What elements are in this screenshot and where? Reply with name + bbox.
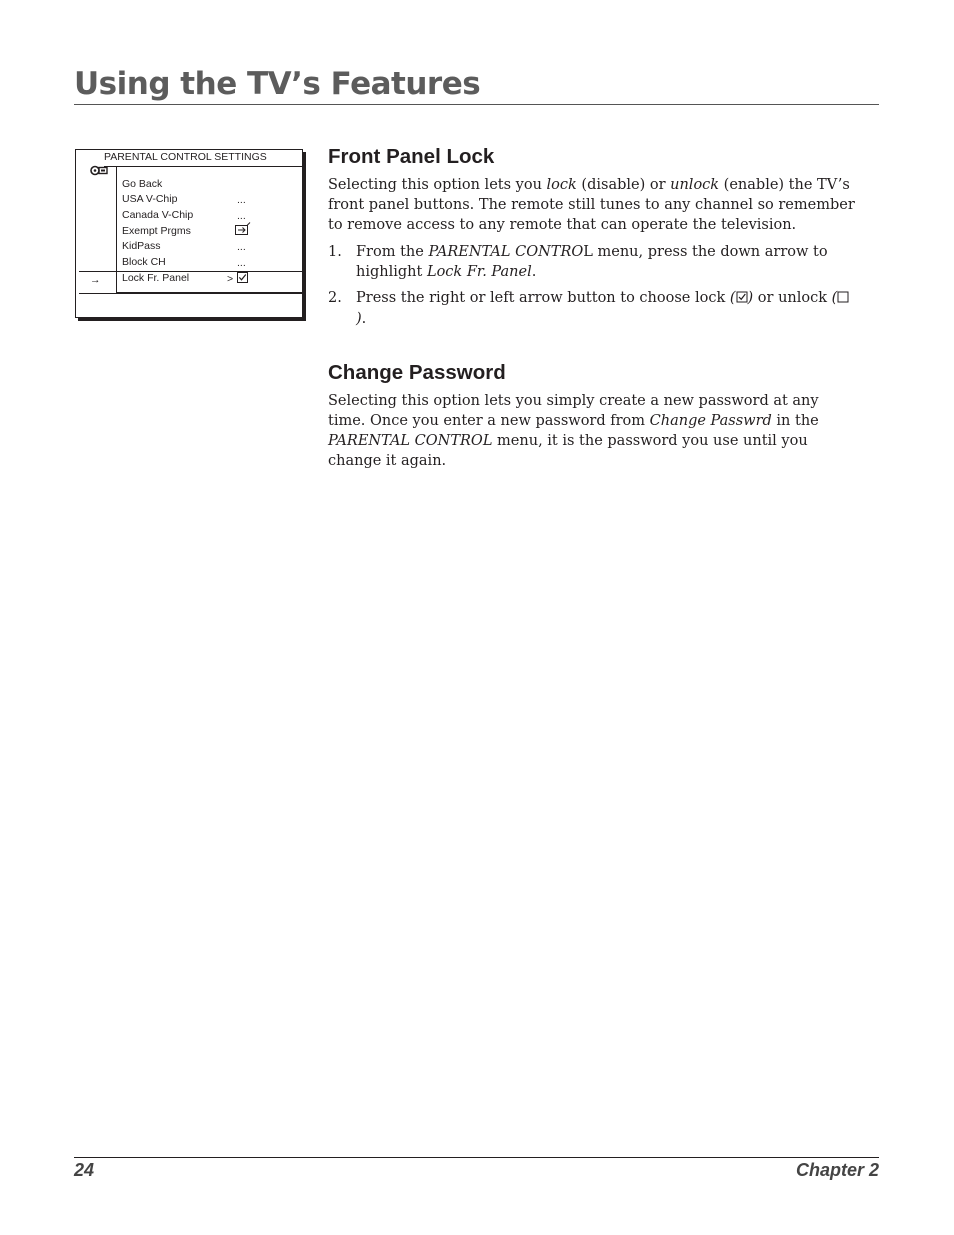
empty-box-icon — [837, 289, 849, 309]
menu-title: PARENTAL CONTROL SETTINGS — [104, 151, 267, 163]
title-divider — [74, 104, 879, 105]
step-number: 1. — [328, 244, 342, 260]
menu-value-block-ch: ... — [237, 257, 246, 269]
step-text: From the PARENTAL CONTROL menu, press the down arrow to highlight Lock Fr. Panel. — [356, 244, 828, 280]
front-panel-lock-heading: Front Panel Lock — [328, 145, 495, 168]
front-panel-lock-intro: Selecting this option lets you lock (disable) or unlock (enable) the TV’s front panel buttons. The remote still tunes to any channel so remember to remove access to any remote that can operate the television. — [328, 177, 855, 233]
key-lock-icon — [90, 165, 108, 176]
step-text: Press the right or left arrow button to choose lock ( ) or unlock (). — [356, 288, 858, 329]
menu-item-exempt-prgms: Exempt Prgms — [122, 225, 191, 237]
parental-control-menu-illustration — [75, 149, 303, 318]
footer-divider — [74, 1157, 879, 1158]
menu-value-canada-v-chip: ... — [237, 210, 246, 222]
chapter-label: Chapter 2 — [795, 1160, 879, 1180]
page-number: 24 — [74, 1160, 95, 1180]
menu-selection-highlight — [79, 271, 302, 294]
change-password-heading: Change Password — [328, 361, 506, 384]
menu-value-kidpass: ... — [237, 241, 246, 253]
menu-item-usa-v-chip: USA V-Chip — [122, 193, 178, 205]
step-number: 2. — [328, 290, 342, 306]
menu-item-go-back: Go Back — [122, 178, 163, 190]
menu-value-lock-fr-panel: > — [227, 273, 234, 285]
menu-item-block-ch: Block CH — [122, 256, 166, 268]
selection-arrow-icon: → — [90, 274, 101, 286]
change-password-body: Selecting this option lets you simply create a new password at any time. Once you enter a new password from Change Passwrd in the PARENTAL CONTROL menu, it is the password you use until you change it again. — [328, 393, 819, 469]
checked-box-icon — [736, 289, 748, 309]
exempt-list-icon — [235, 222, 251, 235]
menu-value-usa-v-chip: ... — [237, 194, 246, 206]
menu-item-canada-v-chip: Canada V-Chip — [122, 209, 194, 221]
page-title: Using the TV’s Features — [74, 66, 481, 102]
menu-item-kidpass: KidPass — [122, 240, 161, 252]
menu-item-lock-fr-panel: Lock Fr. Panel — [122, 272, 190, 284]
checked-box-icon — [237, 272, 248, 283]
